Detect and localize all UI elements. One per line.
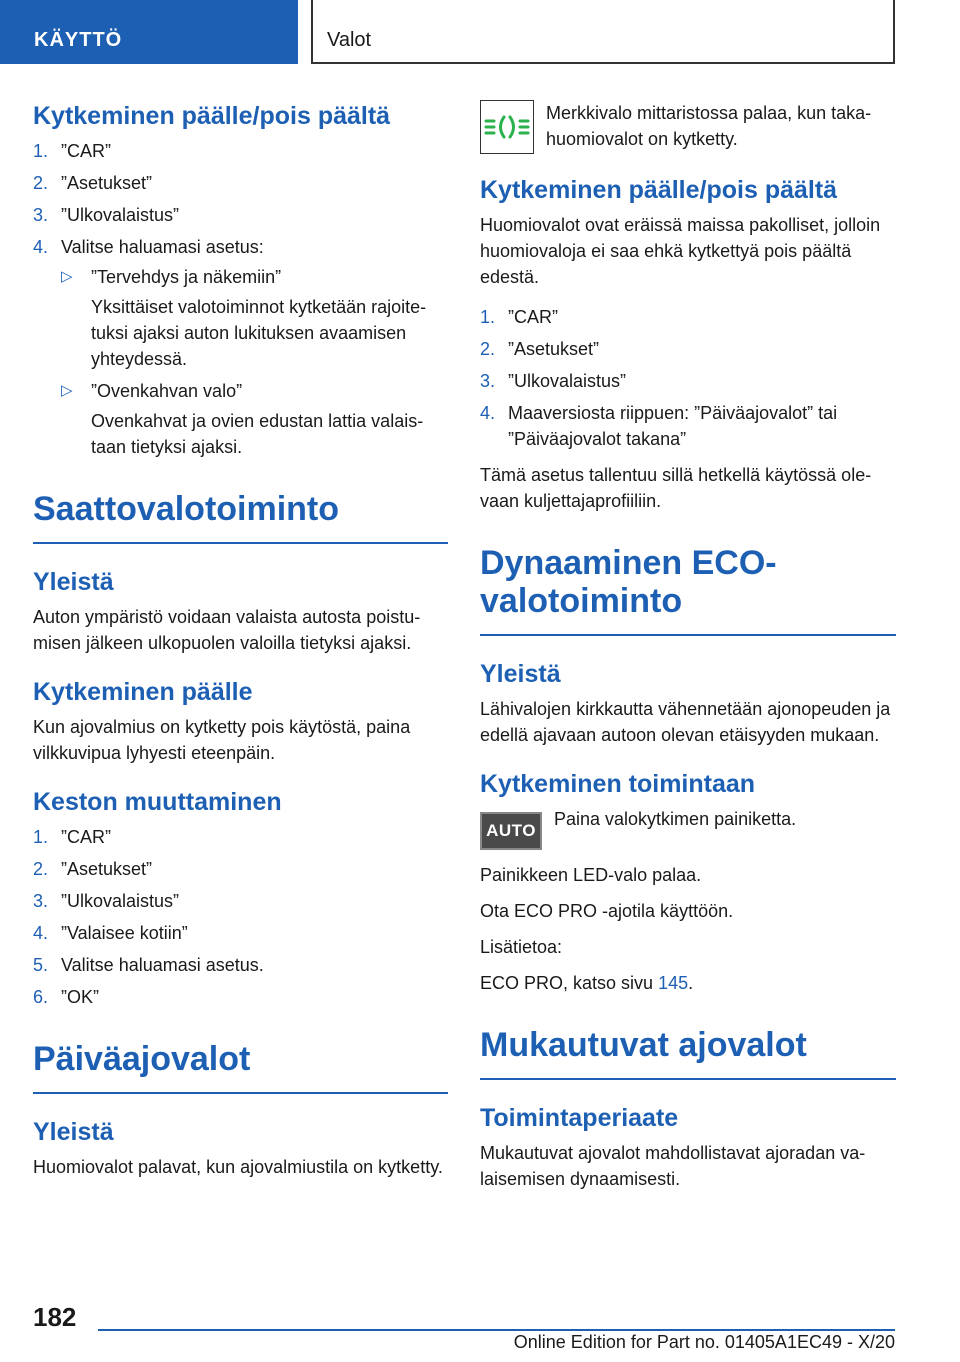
paragraph-with-link <box>480 970 896 996</box>
option-label: ”Ovenkahvan valo” <box>91 381 243 401</box>
heading-divider <box>480 1078 896 1080</box>
step-text: Maaversiosta riippuen: ”Päiväajovalot” tai ”Päiväajovalot takana” <box>508 403 838 449</box>
auto-button-icon: AUTO <box>480 812 542 850</box>
chapter-heading: Saattovalotoiminto <box>33 490 340 528</box>
section-heading: Toimintaperiaate <box>480 1104 679 1132</box>
option-description: Yksittäiset valotoiminnot kytketään rajoitetuksi ajaksi auton lukituksen avaamisen yhteydessä. <box>91 297 427 369</box>
step-number: 6. <box>33 987 49 1007</box>
rear-fog-lamp-svg <box>481 101 533 153</box>
paragraph: Painikkeen LED-valo palaa. <box>480 865 702 885</box>
left-column <box>33 100 448 1190</box>
paragraph: Ota ECO PRO -ajotila käyttöön. <box>480 901 734 921</box>
paragraph: Huomiovalot ovat eräissä maissa pakolliset, jolloin huomiovaloja ei saa ehkä kytkettyä pois päältä edestä. <box>480 215 881 287</box>
list-item <box>33 952 448 978</box>
chapter-heading-line: valotoiminto <box>480 582 683 620</box>
step-number: 1. <box>33 141 49 161</box>
step-number: 4. <box>480 403 496 423</box>
section-heading: Kytkeminen päälle <box>33 678 253 706</box>
section-heading: Kytkeminen toimintaan <box>480 770 756 798</box>
section-heading: Yleistä <box>33 1118 114 1146</box>
indicator-row <box>480 100 896 154</box>
section-heading: Keston muuttaminen <box>33 788 282 816</box>
heading-divider <box>33 542 448 544</box>
step-text: ”Ulkovalaistus” <box>61 891 180 911</box>
option-item <box>61 264 448 372</box>
step-text: ”CAR” <box>61 141 111 161</box>
step-text: ”Ulkovalaistus” <box>61 205 180 225</box>
option-description: Ovenkahvat ja ovien edustan lattia valaistaan tietyksi ajaksi. <box>91 411 424 457</box>
step-number: 1. <box>33 827 49 847</box>
step-number: 4. <box>33 237 49 257</box>
list-item <box>33 984 448 1010</box>
section-heading: Kytkeminen päälle/pois päältä <box>33 102 391 130</box>
heading-divider <box>480 634 896 636</box>
paragraph: Auton ympäristö voidaan valaista autosta poistumisen jälkeen ulkopuolen valoilla tietyksi ajaksi. <box>33 607 421 653</box>
list-item <box>33 234 448 460</box>
rear-fog-lamp-icon <box>480 100 534 154</box>
triangle-bullet-icon: ▷ <box>61 382 73 399</box>
list-item <box>33 824 448 850</box>
paragraph: Huomiovalot palavat, kun ajovalmiustila on kytketty. <box>33 1157 443 1177</box>
indicator-box <box>480 100 534 154</box>
list-item <box>33 138 448 164</box>
indicator-description: Merkkivalo mittaristossa palaa, kun takahuomiovalot on kytketty. <box>546 103 872 149</box>
list-item <box>33 856 448 882</box>
auto-button-row <box>480 806 896 850</box>
page-number: 182 <box>33 1302 77 1332</box>
section-heading: Yleistä <box>480 660 561 688</box>
chapter-heading: Mukautuvat ajovalot <box>480 1026 807 1064</box>
list-item <box>480 368 896 394</box>
list-item <box>33 170 448 196</box>
step-number: 1. <box>480 307 496 327</box>
chapter-heading <box>480 544 896 620</box>
step-text: ”Valaisee kotiin” <box>61 923 188 943</box>
step-text: Valitse haluamasi asetus. <box>61 955 264 975</box>
step-number: 2. <box>480 339 496 359</box>
step-text: Valitse haluamasi asetus: <box>61 237 264 257</box>
step-text: ”CAR” <box>61 827 111 847</box>
paragraph: Lähivalojen kirkkautta vähennetään ajonopeuden ja edellä ajavaan autoon olevan etäisyyden mukaan. <box>480 699 891 745</box>
step-text: ”Asetukset” <box>61 859 153 879</box>
paragraph: Kun ajovalmius on kytketty pois käytöstä, paina vilkkuvipua lyhyesti eteenpäin. <box>33 717 411 763</box>
list-item <box>480 304 896 330</box>
list-item <box>33 888 448 914</box>
steps-list <box>33 824 448 1010</box>
step-number: 2. <box>33 859 49 879</box>
step-text: ”CAR” <box>508 307 558 327</box>
step-number: 2. <box>33 173 49 193</box>
right-column <box>480 100 896 1202</box>
list-item <box>33 920 448 946</box>
link-trail-text: . <box>688 973 694 993</box>
chapter-heading-line: Dynaaminen ECO- <box>480 544 777 582</box>
step-number: 3. <box>33 205 49 225</box>
paragraph: Tämä asetus tallentuu sillä hetkellä käytössä olevaan kuljettajaprofiiliin. <box>480 465 872 511</box>
paragraph: Mukautuvat ajovalot mahdollistavat ajoradan valaisemisen dynaamisesti. <box>480 1143 866 1189</box>
step-text: ”Ulkovalaistus” <box>508 371 627 391</box>
option-label: ”Tervehdys ja näkemiin” <box>91 267 282 287</box>
step-text: ”OK” <box>61 987 99 1007</box>
steps-list <box>480 304 896 452</box>
step-number: 3. <box>480 371 496 391</box>
step-number: 3. <box>33 891 49 911</box>
auto-button-description: Paina valokytkimen painiketta. <box>554 809 797 829</box>
step-text: ”Asetukset” <box>508 339 600 359</box>
section-heading: Yleistä <box>33 568 114 596</box>
options-list <box>61 264 448 460</box>
footer-edition: Online Edition for Part no. 01405A1EC49 - X/20 <box>513 1332 895 1352</box>
list-item <box>33 202 448 228</box>
chapter-heading: Päiväajovalot <box>33 1040 251 1078</box>
step-number: 4. <box>33 923 49 943</box>
section-heading: Kytkeminen päälle/pois päältä <box>480 176 838 204</box>
step-number: 5. <box>33 955 49 975</box>
steps-list <box>33 138 448 460</box>
triangle-bullet-icon: ▷ <box>61 268 73 285</box>
header-chapter-title: Valot <box>311 0 895 64</box>
page-reference-link[interactable]: 145 <box>658 973 689 993</box>
paragraph: Lisätietoa: <box>480 937 563 957</box>
option-item <box>61 378 448 460</box>
step-text: ”Asetukset” <box>61 173 153 193</box>
list-item <box>480 336 896 362</box>
list-item <box>480 400 896 452</box>
heading-divider <box>33 1092 448 1094</box>
footer-divider <box>98 1329 895 1331</box>
auto-button-box <box>480 812 542 850</box>
link-lead-text: ECO PRO, katso sivu <box>480 973 654 993</box>
header-section-tab: KÄYTTÖ <box>0 0 298 64</box>
